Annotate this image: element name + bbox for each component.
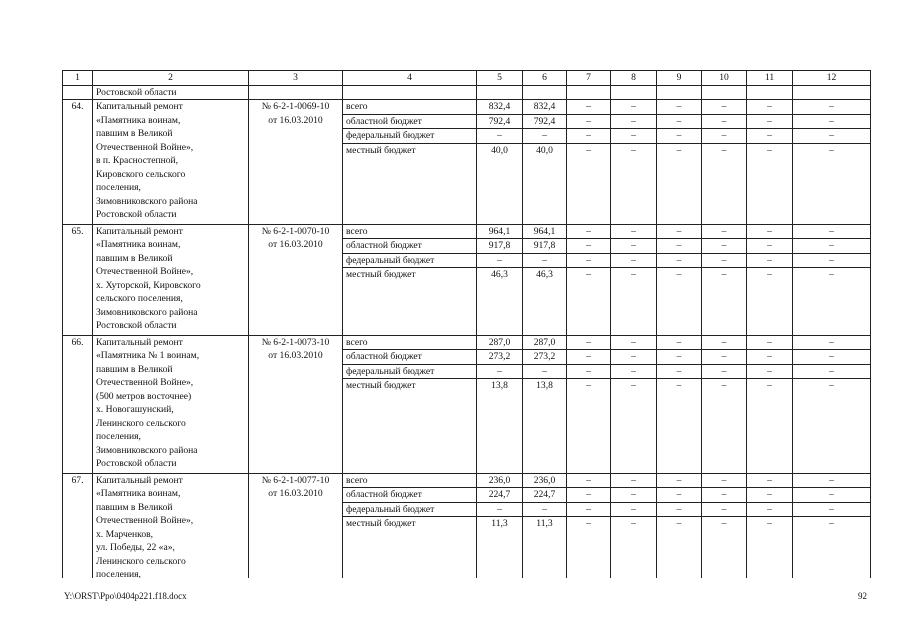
dash-cell: – bbox=[657, 143, 702, 224]
budget-table bbox=[62, 70, 871, 578]
header-cell: 7 bbox=[567, 71, 611, 86]
description-line: Капитальный ремонт bbox=[96, 101, 183, 112]
description-line: павшим в Великой bbox=[96, 128, 173, 139]
dash-cell: – bbox=[747, 502, 793, 517]
dash-cell: – bbox=[611, 129, 657, 144]
value-col-5: – bbox=[477, 129, 523, 144]
dash-cell: – bbox=[567, 239, 611, 254]
value-col-5: – bbox=[477, 253, 523, 268]
description-line: Зимовниковского района bbox=[96, 306, 198, 318]
dash-cell: – bbox=[567, 473, 611, 488]
dash-cell: – bbox=[567, 379, 611, 474]
value-col-6: 11,3 bbox=[523, 517, 567, 579]
dash-cell: – bbox=[611, 473, 657, 488]
dash-cell: – bbox=[567, 335, 611, 350]
value-col-5: – bbox=[477, 502, 523, 517]
header-cell: 9 bbox=[657, 71, 702, 86]
description-line: «Памятника воинам, bbox=[96, 239, 181, 250]
value-col-5: 917,8 bbox=[477, 239, 523, 254]
empty-cell bbox=[747, 85, 793, 100]
dash-cell: – bbox=[611, 268, 657, 336]
value-col-6: 46,3 bbox=[523, 268, 567, 336]
dash-cell: – bbox=[657, 129, 702, 144]
dash-cell: – bbox=[747, 268, 793, 336]
header-cell: 2 bbox=[93, 71, 249, 86]
description-line: поселения, bbox=[96, 182, 141, 193]
header-cell: 12 bbox=[793, 71, 871, 86]
description-line: Ростовской области bbox=[96, 320, 177, 331]
value-col-5: – bbox=[477, 364, 523, 379]
dash-cell: – bbox=[657, 517, 702, 579]
funding-source: всего bbox=[343, 335, 477, 350]
funding-source: областной бюджет bbox=[343, 114, 477, 129]
record-number: 65. bbox=[63, 224, 93, 335]
dash-cell: – bbox=[702, 224, 747, 239]
dash-cell: – bbox=[611, 253, 657, 268]
dash-cell: – bbox=[567, 129, 611, 144]
value-col-6: – bbox=[523, 253, 567, 268]
table-row bbox=[63, 473, 871, 488]
dash-cell: – bbox=[747, 488, 793, 503]
description-line: «Памятника воинам, bbox=[96, 488, 181, 499]
funding-source: всего bbox=[343, 473, 477, 488]
document-number bbox=[249, 224, 343, 335]
document-line: от 16.03.2010 bbox=[268, 114, 323, 126]
object-description bbox=[93, 224, 249, 335]
dash-cell: – bbox=[793, 350, 871, 365]
dash-cell: – bbox=[747, 143, 793, 224]
dash-cell: – bbox=[747, 379, 793, 474]
description-line: Капитальный ремонт bbox=[96, 225, 183, 237]
footer-page-number: 92 bbox=[858, 591, 867, 601]
carryover-row bbox=[63, 85, 871, 100]
funding-source: всего bbox=[343, 224, 477, 239]
dash-cell: – bbox=[657, 473, 702, 488]
empty-cell bbox=[477, 85, 523, 100]
value-col-5: 224,7 bbox=[477, 488, 523, 503]
dash-cell: – bbox=[611, 143, 657, 224]
dash-cell: – bbox=[702, 350, 747, 365]
dash-cell: – bbox=[657, 114, 702, 129]
document-line: от 16.03.2010 bbox=[268, 350, 323, 361]
funding-source: федеральный бюджет bbox=[343, 364, 477, 379]
document-number bbox=[249, 473, 343, 578]
dash-cell: – bbox=[657, 335, 702, 350]
document-line: № 6-2-1-0073-10 bbox=[261, 336, 330, 348]
dash-cell: – bbox=[793, 502, 871, 517]
description-line: Кировского сельского bbox=[96, 168, 186, 180]
funding-source: областной бюджет bbox=[343, 488, 477, 503]
table-row bbox=[63, 224, 871, 239]
empty-cell bbox=[249, 85, 343, 100]
dash-cell: – bbox=[702, 364, 747, 379]
empty-cell bbox=[523, 85, 567, 100]
dash-cell: – bbox=[567, 268, 611, 336]
dash-cell: – bbox=[793, 224, 871, 239]
dash-cell: – bbox=[793, 517, 871, 579]
funding-source: областной бюджет bbox=[343, 239, 477, 254]
dash-cell: – bbox=[793, 239, 871, 254]
dash-cell: – bbox=[747, 100, 793, 115]
dash-cell: – bbox=[657, 379, 702, 474]
header-cell: 10 bbox=[702, 71, 747, 86]
dash-cell: – bbox=[702, 143, 747, 224]
funding-source: всего bbox=[343, 100, 477, 115]
description-line: поселения, bbox=[96, 431, 141, 442]
document-line: № 6-2-1-0069-10 bbox=[261, 101, 330, 112]
dash-cell: – bbox=[702, 473, 747, 488]
description-line: Отечественной Войне», bbox=[96, 515, 194, 526]
dash-cell: – bbox=[567, 253, 611, 268]
document-line: № 6-2-1-0070-10 bbox=[261, 225, 330, 237]
empty-cell bbox=[657, 85, 702, 100]
description-line: (500 метров восточнее) bbox=[96, 390, 192, 402]
empty-cell bbox=[702, 85, 747, 100]
description-line: павшим в Великой bbox=[96, 252, 173, 264]
funding-source: местный бюджет bbox=[343, 143, 477, 224]
dash-cell: – bbox=[567, 502, 611, 517]
description-line: павшим в Великой bbox=[96, 501, 173, 513]
dash-cell: – bbox=[567, 224, 611, 239]
value-col-5: 287,0 bbox=[477, 335, 523, 350]
dash-cell: – bbox=[611, 114, 657, 129]
dash-cell: – bbox=[567, 143, 611, 224]
dash-cell: – bbox=[657, 268, 702, 336]
dash-cell: – bbox=[657, 488, 702, 503]
value-col-5: 236,0 bbox=[477, 473, 523, 488]
empty-cell bbox=[567, 85, 611, 100]
value-col-6: – bbox=[523, 502, 567, 517]
document-line: от 16.03.2010 bbox=[268, 488, 323, 499]
value-col-6: 13,8 bbox=[523, 379, 567, 474]
dash-cell: – bbox=[702, 268, 747, 336]
empty-cell bbox=[611, 85, 657, 100]
dash-cell: – bbox=[793, 379, 871, 474]
description-line: Ленинского сельского bbox=[96, 555, 186, 567]
header-cell: 11 bbox=[747, 71, 793, 86]
value-col-6: 917,8 bbox=[523, 239, 567, 254]
dash-cell: – bbox=[611, 335, 657, 350]
dash-cell: – bbox=[793, 364, 871, 379]
dash-cell: – bbox=[657, 239, 702, 254]
dash-cell: – bbox=[611, 100, 657, 115]
value-col-5: 792,4 bbox=[477, 114, 523, 129]
value-col-6: 964,1 bbox=[523, 224, 567, 239]
dash-cell: – bbox=[567, 114, 611, 129]
record-number: 66. bbox=[63, 335, 93, 473]
value-col-6: 224,7 bbox=[523, 488, 567, 503]
value-col-5: 40,0 bbox=[477, 143, 523, 224]
document-number bbox=[249, 335, 343, 473]
description-line: ул. Победы, 22 «а», bbox=[96, 542, 175, 553]
description-line: в п. Красностепной, bbox=[96, 155, 179, 166]
value-col-5: 832,4 bbox=[477, 100, 523, 115]
dash-cell: – bbox=[567, 364, 611, 379]
dash-cell: – bbox=[611, 502, 657, 517]
dash-cell: – bbox=[657, 100, 702, 115]
dash-cell: – bbox=[747, 517, 793, 579]
funding-source: федеральный бюджет bbox=[343, 502, 477, 517]
object-description bbox=[93, 335, 249, 473]
dash-cell: – bbox=[747, 473, 793, 488]
table-row bbox=[63, 100, 871, 115]
description-line: Отечественной Войне», bbox=[96, 141, 194, 153]
dash-cell: – bbox=[747, 129, 793, 144]
dash-cell: – bbox=[611, 517, 657, 579]
empty-cell bbox=[793, 85, 871, 100]
dash-cell: – bbox=[657, 364, 702, 379]
object-description bbox=[93, 100, 249, 225]
header-cell: 1 bbox=[63, 71, 93, 86]
header-cell: 8 bbox=[611, 71, 657, 86]
header-cell: 4 bbox=[343, 71, 477, 86]
dash-cell: – bbox=[611, 224, 657, 239]
description-line: павшим в Великой bbox=[96, 363, 173, 375]
funding-source: местный бюджет bbox=[343, 379, 477, 474]
value-col-5: 13,8 bbox=[477, 379, 523, 474]
description-line: Ростовской области bbox=[96, 458, 177, 469]
description-line: Зимовниковского района bbox=[96, 444, 198, 456]
funding-source: местный бюджет bbox=[343, 268, 477, 336]
dash-cell: – bbox=[747, 350, 793, 365]
dash-cell: – bbox=[702, 517, 747, 579]
document-line: от 16.03.2010 bbox=[268, 239, 323, 250]
dash-cell: – bbox=[611, 364, 657, 379]
object-description bbox=[93, 473, 249, 578]
description-line: Отечественной Войне», bbox=[96, 377, 194, 388]
dash-cell: – bbox=[702, 239, 747, 254]
dash-cell: – bbox=[747, 114, 793, 129]
dash-cell: – bbox=[793, 335, 871, 350]
dash-cell: – bbox=[793, 488, 871, 503]
dash-cell: – bbox=[747, 253, 793, 268]
table-row bbox=[63, 335, 871, 350]
header-cell: 6 bbox=[523, 71, 567, 86]
description-line: Капитальный ремонт bbox=[96, 336, 183, 348]
carryover-text: Ростовской области bbox=[93, 85, 249, 100]
dash-cell: – bbox=[567, 488, 611, 503]
dash-cell: – bbox=[793, 253, 871, 268]
dash-cell: – bbox=[567, 350, 611, 365]
value-col-6: 236,0 bbox=[523, 473, 567, 488]
value-col-6: 273,2 bbox=[523, 350, 567, 365]
dash-cell: – bbox=[793, 143, 871, 224]
dash-cell: – bbox=[793, 100, 871, 115]
dash-cell: – bbox=[611, 239, 657, 254]
dash-cell: – bbox=[747, 364, 793, 379]
dash-cell: – bbox=[702, 100, 747, 115]
description-line: Капитальный ремонт bbox=[96, 474, 183, 486]
description-line: Зимовниковского района bbox=[96, 195, 198, 207]
dash-cell: – bbox=[702, 488, 747, 503]
description-line: поселения, bbox=[96, 569, 141, 578]
dash-cell: – bbox=[793, 268, 871, 336]
document-line: № 6-2-1-0077-10 bbox=[261, 474, 330, 486]
header-cell: 3 bbox=[249, 71, 343, 86]
record-number: 67. bbox=[63, 473, 93, 578]
dash-cell: – bbox=[702, 253, 747, 268]
description-line: х. Марченков, bbox=[96, 528, 154, 540]
dash-cell: – bbox=[611, 350, 657, 365]
dash-cell: – bbox=[747, 224, 793, 239]
dash-cell: – bbox=[747, 335, 793, 350]
funding-source: областной бюджет bbox=[343, 350, 477, 365]
dash-cell: – bbox=[793, 129, 871, 144]
funding-source: местный бюджет bbox=[343, 517, 477, 579]
dash-cell: – bbox=[657, 253, 702, 268]
dash-cell: – bbox=[702, 502, 747, 517]
dash-cell: – bbox=[702, 379, 747, 474]
dash-cell: – bbox=[793, 114, 871, 129]
description-line: сельского поселения, bbox=[96, 293, 183, 304]
description-line: Отечественной Войне», bbox=[96, 266, 194, 277]
description-line: «Памятника № 1 воинам, bbox=[96, 350, 200, 361]
dash-cell: – bbox=[702, 114, 747, 129]
header-cell: 5 bbox=[477, 71, 523, 86]
value-col-6: – bbox=[523, 364, 567, 379]
header-row bbox=[63, 71, 871, 86]
dash-cell: – bbox=[611, 379, 657, 474]
footer-file-path: Y:\ORST\Ppo\0404p221.f18.docx bbox=[64, 591, 187, 601]
document-number bbox=[249, 100, 343, 225]
dash-cell: – bbox=[702, 335, 747, 350]
value-col-5: 964,1 bbox=[477, 224, 523, 239]
dash-cell: – bbox=[657, 502, 702, 517]
description-line: х. Новогашунский, bbox=[96, 404, 174, 415]
dash-cell: – bbox=[657, 224, 702, 239]
description-line: Ленинского сельского bbox=[96, 417, 186, 429]
dash-cell: – bbox=[747, 239, 793, 254]
value-col-6: 832,4 bbox=[523, 100, 567, 115]
description-line: «Памятника воинам, bbox=[96, 114, 181, 126]
value-col-5: 11,3 bbox=[477, 517, 523, 579]
funding-source: федеральный бюджет bbox=[343, 129, 477, 144]
value-col-6: – bbox=[523, 129, 567, 144]
value-col-5: 273,2 bbox=[477, 350, 523, 365]
value-col-5: 46,3 bbox=[477, 268, 523, 336]
dash-cell: – bbox=[793, 473, 871, 488]
record-number: 64. bbox=[63, 100, 93, 225]
dash-cell: – bbox=[567, 517, 611, 579]
description-line: Ростовской области bbox=[96, 209, 177, 220]
value-col-6: 792,4 bbox=[523, 114, 567, 129]
empty-cell bbox=[63, 85, 93, 100]
dash-cell: – bbox=[567, 100, 611, 115]
description-line: х. Хуторской, Кировского bbox=[96, 279, 201, 291]
empty-cell bbox=[343, 85, 477, 100]
dash-cell: – bbox=[702, 129, 747, 144]
dash-cell: – bbox=[657, 350, 702, 365]
value-col-6: 40,0 bbox=[523, 143, 567, 224]
value-col-6: 287,0 bbox=[523, 335, 567, 350]
funding-source: федеральный бюджет bbox=[343, 253, 477, 268]
dash-cell: – bbox=[611, 488, 657, 503]
